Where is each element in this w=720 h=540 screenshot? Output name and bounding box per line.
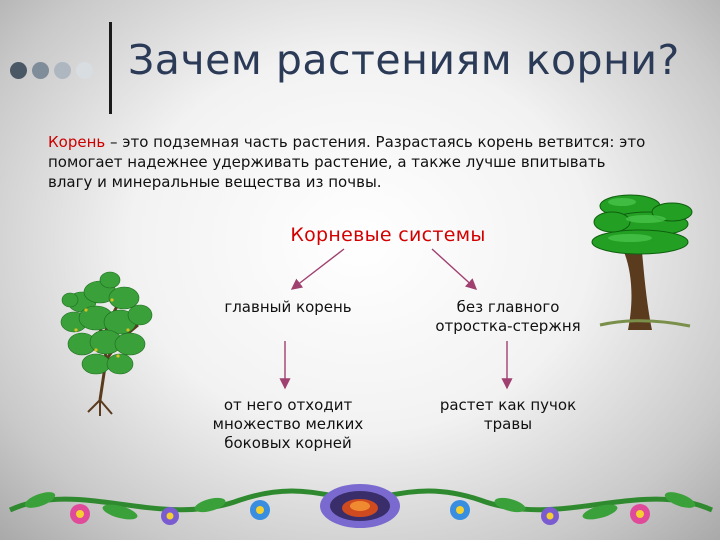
fibrous-root-label: без главного отростка-стержня bbox=[435, 298, 581, 335]
flower-border bbox=[10, 484, 712, 528]
fibrous-root-description: растет как пучок травы bbox=[439, 396, 577, 433]
intro-text: – это подземная часть растения. Разрастаясь корень ветвится: это помогает надежнее удерживать растение, а также лучше впитывать влагу и минеральные вещества из почвы. bbox=[48, 133, 646, 191]
main-root-label: главный корень bbox=[224, 298, 352, 316]
center-flower bbox=[320, 484, 400, 528]
main-root-description: от него отходит множество мелких боковых корней bbox=[212, 396, 364, 452]
slide-title: Зачем растениям корни? bbox=[128, 36, 680, 84]
arrow-to-fibrous-root bbox=[432, 249, 476, 289]
diagram-arrows bbox=[285, 249, 507, 388]
bush-illustration bbox=[61, 272, 152, 416]
tree-illustration bbox=[592, 195, 692, 330]
arrow-to-main-root bbox=[292, 249, 344, 289]
intro-highlight: Корень bbox=[48, 133, 106, 151]
subheading: Корневые системы bbox=[290, 224, 486, 246]
